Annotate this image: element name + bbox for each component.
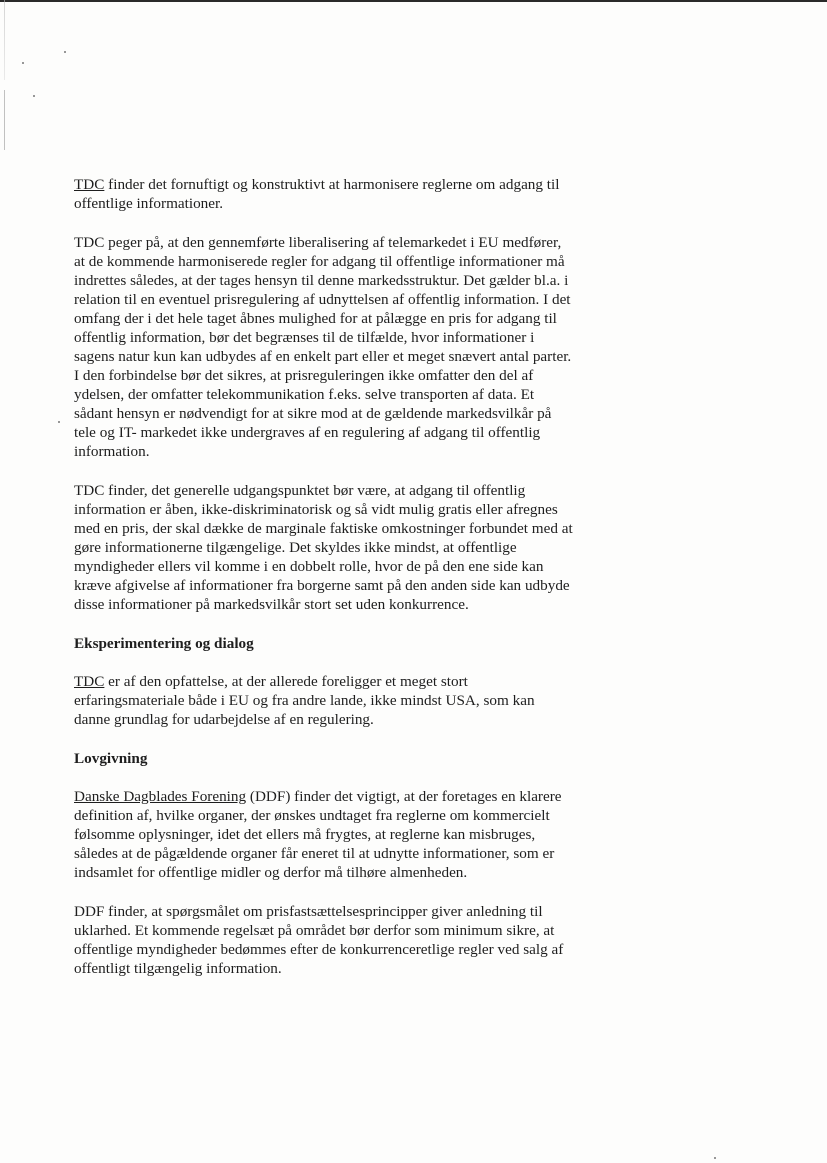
paragraph-text: er af den opfattelse, at der allerede foreligger et meget stort erfaringsmateriale både i EU og fra andre lande, ikke mindst USA, som kan danne grundlag for udarbejdelse af en regulering. [74,673,535,728]
scan-speck [714,1157,716,1159]
paragraph-text: TDC peger på, at den gennemførte liberalisering af telemarkedet i EU medfører, at de kommende harmoniserede regler for adgang til offentlige informationer må indrettes således, at der tages hensyn til denne markedsstruktur. Det gælder bl.a. i relation til en eventuel prisregulering af udnyttelsen af offentlig information. I det omfang der i det hele taget åbnes mulighed for at pålægge en pris for adgang til offentlig information, bør det begrænses til de tilfælde, hvor informationer i sagens natur kun kan udbydes af en enkelt part eller et meget snævert antal parter. I den forbindelse bør det sikres, at prisreguleringen ikke omfatter den del af ydelsen, der omfatter telekommunikation f.eks. selve transporten af data. Et sådant hensyn er nødvendigt for at sikre mod at de gældende markedsvilkår på tele og IT- markedet ikke undergraves af en regulering af adgang til offentlig information. [74,234,572,460]
paragraph-text: finder det fornuftigt og konstruktivt at harmonisere reglerne om adgang til offentlige informationer. [74,176,560,212]
document-body [74,175,574,998]
paragraph-tdc-experience [74,672,574,729]
section-heading-eksperimentering: Eksperimentering og dialog [74,635,254,652]
org-name-tdc: TDC [74,673,105,690]
paragraph-text: TDC finder, det generelle udgangspunktet bør være, at adgang til offentlig information er åben, ikke-diskriminatorisk og så vidt mulig gratis eller afregnes med en pris, der skal dække de marginale faktiske omkostninger forbundet med at gøre informationerne tilgængelige. Det skyldes ikke mindst, at offentlige myndigheder ellers vil komme i en dobbelt rolle, hvor de på den ene side kan kræve afgivelse af informationer fra borgerne samt på den anden side kan udbyde disse informationer på markedsvilkår stort set uden konkurrence. [74,482,573,613]
paragraph-text: DDF finder, at spørgsmålet om prisfastsættelsesprincipper giver anledning til uklarhed. Et kommende regelsæt på området bør derfor som minimum sikre, at offentlige myndigheder bedømmes efter de konkurrenceretlige regler ved salg af offentligt tilgængelig information. [74,903,564,977]
scan-border-left [4,0,5,1163]
scan-speck [64,51,66,53]
paragraph-ddf-pricing [74,902,574,978]
org-name-ddf: Danske Dagblades Forening [74,788,247,805]
scan-speck [33,95,35,97]
scan-border-top [0,0,827,2]
paragraph-ddf-definition [74,787,574,882]
paragraph-text: (DDF) finder det vigtigt, at der foretages en klarere definition af, hvilke organer, der ønskes undtaget fra reglerne om kommercielt følsomme oplysninger, idet det ellers må frygtes, at reglerne kan misbruges, således at de pågældende organer får eneret til at udnytte informationer, som er indsamlet for offentlige midler og derfor må tilhøre almenheden. [74,788,562,881]
paragraph-tdc-liberalisation [74,233,574,461]
section-heading-lovgivning: Lovgivning [74,750,148,767]
scan-speck [58,421,60,423]
scan-speck [22,62,24,64]
paragraph-tdc-access-principle [74,481,574,614]
paragraph-tdc-harmonisation [74,175,574,213]
org-name-tdc: TDC [74,176,105,193]
